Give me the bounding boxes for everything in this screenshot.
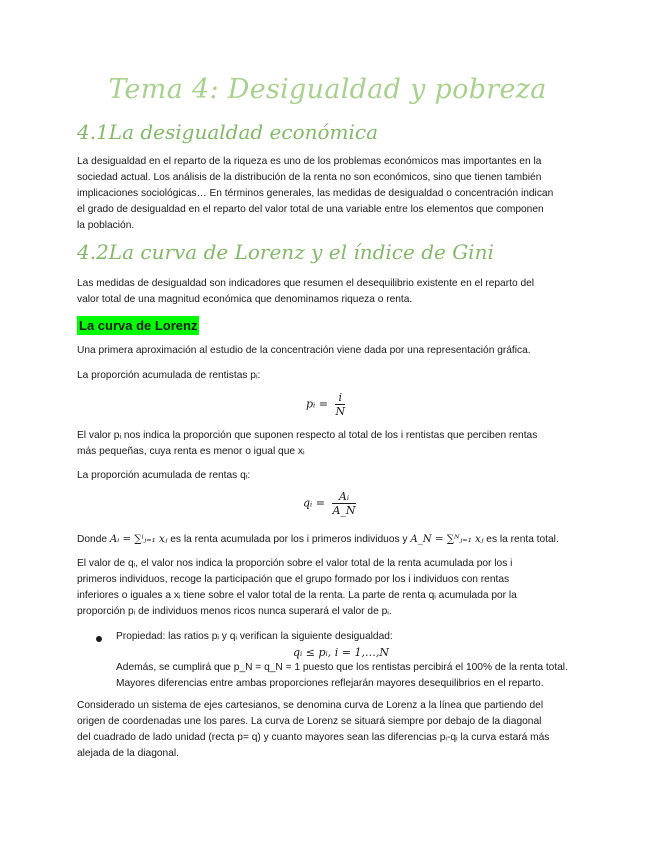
paragraph-final [77,698,580,762]
fraction-numerator: Aᵢ [332,490,355,504]
bullet-propiedad-label: Propiedad: las ratios pᵢ y qᵢ verifican la siguiente desigualdad: [116,631,393,642]
paragraph-donde [77,532,597,548]
text-line: Además, se cumplirá que p_N = q_N = 1 puesto que los rentistas percibirá el 100% de la renta total. [116,662,568,673]
fraction-denominator: N [335,405,346,418]
equation-q [303,490,356,517]
text-span: es la renta total. [483,534,559,545]
text-line: implicaciones sociológicas… En términos generales, las medidas de desigualdad o concentración indican [77,188,554,199]
text-line: El valor de qᵢ, el valor nos indica la proporción sobre el valor total de la renta acumulada por los i [77,558,513,569]
paragraph-desigualdad [77,154,580,234]
text-line: sociedad actual. Los análisis de la distribución de la renta no son económicos, sino que tienen también [77,172,542,183]
text-line: La desigualdad en el reparto de la riqueza es uno de los problemas económicos mas importantes en la [77,156,542,167]
text-span: Donde [77,534,110,545]
equation-lhs: qᵢ = [303,496,325,510]
text-line: Las medidas de desigualdad son indicadores que resumen el desequilibrio existente en el reparto del [77,278,535,289]
text-line: El valor pᵢ nos indica la proporción que suponen respecto al total de los i rentistas que perciben rentas [77,430,538,441]
paragraph-p-desc [77,428,580,460]
equation-inequality: qᵢ ≤ pᵢ, i = 1,…,N [293,646,390,659]
text-line: alejada de la diagonal. [77,748,179,759]
paragraph-intro: Una primera aproximación al estudio de la concentración viene dada por una representación gráfica. [77,345,531,356]
q-label: La proporción acumulada de rentas qᵢ: [77,470,251,481]
paragraph-q-desc [77,556,580,620]
p-label: La proporción acumulada de rentistas pᵢ: [77,370,261,381]
bullet-dot [96,636,102,642]
highlighted-subheading: La curva de Lorenz [79,318,198,333]
text-line: primeros individuos, recoge la participación que el grupo formado por los i individuos con rentas [77,574,510,585]
inline-math-an: A_N = ∑ᴺⱼ₌₁ xⱼ [410,534,484,545]
text-line: Considerado un sistema de ejes cartesianos, se denomina curva de Lorenz a la línea que partiendo del [77,700,544,711]
text-line: más pequeñas, cuya renta es menor o igual que xᵢ [77,446,305,457]
text-line: origen de coordenadas une los pares. La curva de Lorenz se situará siempre por debajo de la diagonal [77,716,542,727]
section-heading-4-1: 4.1La desigualdad económica [77,120,379,144]
fraction-denominator: A_N [332,504,356,517]
text-line: valor total de una magnitud económica que denominamos riqueza o renta. [77,294,413,305]
equation-p [306,391,345,418]
inline-math-ai: Aᵢ = ∑ⁱⱼ₌₁ xⱼ [109,534,168,545]
paragraph-medidas [77,276,580,308]
fraction [335,391,345,418]
text-line: el grado de desigualdad en el reparto del valor total de una variable entre los elementos que componen [77,204,544,215]
text-line: del cuadrado de lado unidad (recta p= q) y cuanto mayores sean las diferencias pᵢ-qᵢ la curva estará más [77,732,550,743]
fraction-numerator: i [335,391,345,405]
page-title: Tema 4: Desigualdad y pobreza [108,74,547,105]
text-line: Mayores diferencias entre ambas proporciones reflejarán mayores desequilibrios en el reparto. [116,678,544,689]
fraction [332,490,355,517]
text-span: es la renta acumulada por los i primeros individuos y [167,534,411,545]
text-line: proporción pᵢ de individuos menos ricos nunca superará el valor de pᵢ. [77,606,392,617]
bullet-propiedad-body [116,660,586,692]
text-line: inferiores o iguales a xᵢ tiene sobre el valor total de la renta. La parte de renta qᵢ acumulada por la [77,590,517,601]
text-line: la población. [77,220,135,231]
equation-lhs: pᵢ = [306,397,328,411]
section-heading-4-2: 4.2La curva de Lorenz y el índice de Gini [77,240,494,264]
